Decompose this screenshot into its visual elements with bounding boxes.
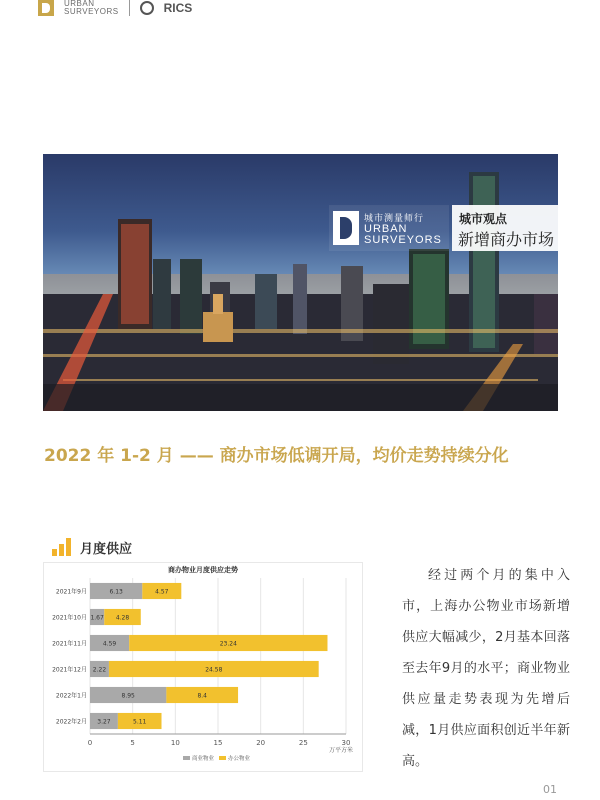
rics-logo-text: RICS — [163, 1, 193, 15]
category-label: 2021年11月 — [52, 640, 87, 648]
page-number: 01 — [543, 783, 557, 796]
hero-card-title: 新增商办市场 — [458, 230, 555, 249]
category-label: 2021年9月 — [55, 588, 87, 596]
data-label: 8.95 — [121, 692, 135, 700]
x-tick-label: 5 — [130, 739, 135, 747]
rics-logo-icon — [140, 1, 154, 15]
urban-surveyors-logo-text: URBAN SURVEYORS — [64, 0, 119, 16]
x-tick-label: 10 — [170, 739, 180, 747]
header-logos — [38, 0, 192, 20]
data-label: 6.13 — [109, 588, 123, 596]
hero-card-kicker: 城市观点 — [459, 212, 508, 226]
x-tick-label: 20 — [256, 739, 266, 747]
data-label: 24.58 — [205, 666, 223, 674]
category-label: 2022年2月 — [55, 718, 87, 726]
data-label: 4.28 — [115, 614, 130, 622]
category-label: 2021年10月 — [52, 614, 87, 622]
hero-brand-badge — [329, 205, 449, 251]
category-label: 2021年12月 — [52, 666, 87, 674]
hero-badge-en-line2: SURVEYORS — [364, 233, 442, 246]
data-label: 8.4 — [197, 692, 207, 700]
city-skyline-illustration — [43, 154, 558, 411]
hero-title-card — [452, 205, 558, 251]
chart-frame — [43, 562, 363, 772]
monthly-supply-chart — [43, 562, 363, 772]
logo-divider — [129, 0, 130, 16]
hero-cityscape-image — [43, 154, 558, 411]
urban-surveyors-emblem-icon — [333, 211, 359, 245]
data-label: 23.24 — [219, 640, 237, 648]
chart-title: 商办物业月度供应走势 — [168, 566, 238, 574]
hero-badge-en-line1: URBAN — [364, 222, 408, 235]
x-tick-label: 0 — [87, 739, 93, 747]
hero-badge-cn: 城市测量师行 — [364, 213, 425, 224]
data-label: 4.59 — [102, 640, 117, 648]
urban-surveyors-logo-icon — [38, 0, 54, 16]
data-label: 4.57 — [155, 588, 169, 596]
data-label: 3.27 — [97, 718, 111, 726]
x-tick-label: 30 — [341, 739, 351, 747]
category-label: 2022年1月 — [55, 692, 87, 700]
x-tick-label: 15 — [213, 739, 223, 747]
legend-label: 商业物业 — [192, 756, 215, 762]
x-unit-label: 万平方米 — [328, 747, 353, 754]
body-paragraph: 经过两个月的集中入市，上海办公物业市场新增供应大幅减少，2月基本回落至去年9月的水平；商业物业供应量走势表现为先增后减，1月供应面积创近半年新高。 — [402, 568, 570, 769]
x-tick-label: 25 — [298, 739, 308, 747]
data-label: 1.67 — [90, 614, 104, 622]
data-label: 2.22 — [92, 666, 107, 674]
section-title: 月度供应 — [80, 542, 133, 557]
data-label: 5.11 — [133, 718, 147, 726]
bar-chart-icon — [52, 538, 74, 556]
page-headline: 2022 年 1-2 月 —— 商办市场低调开局，均价走势持续分化 — [44, 446, 509, 466]
legend-label: 办公物业 — [228, 756, 251, 762]
